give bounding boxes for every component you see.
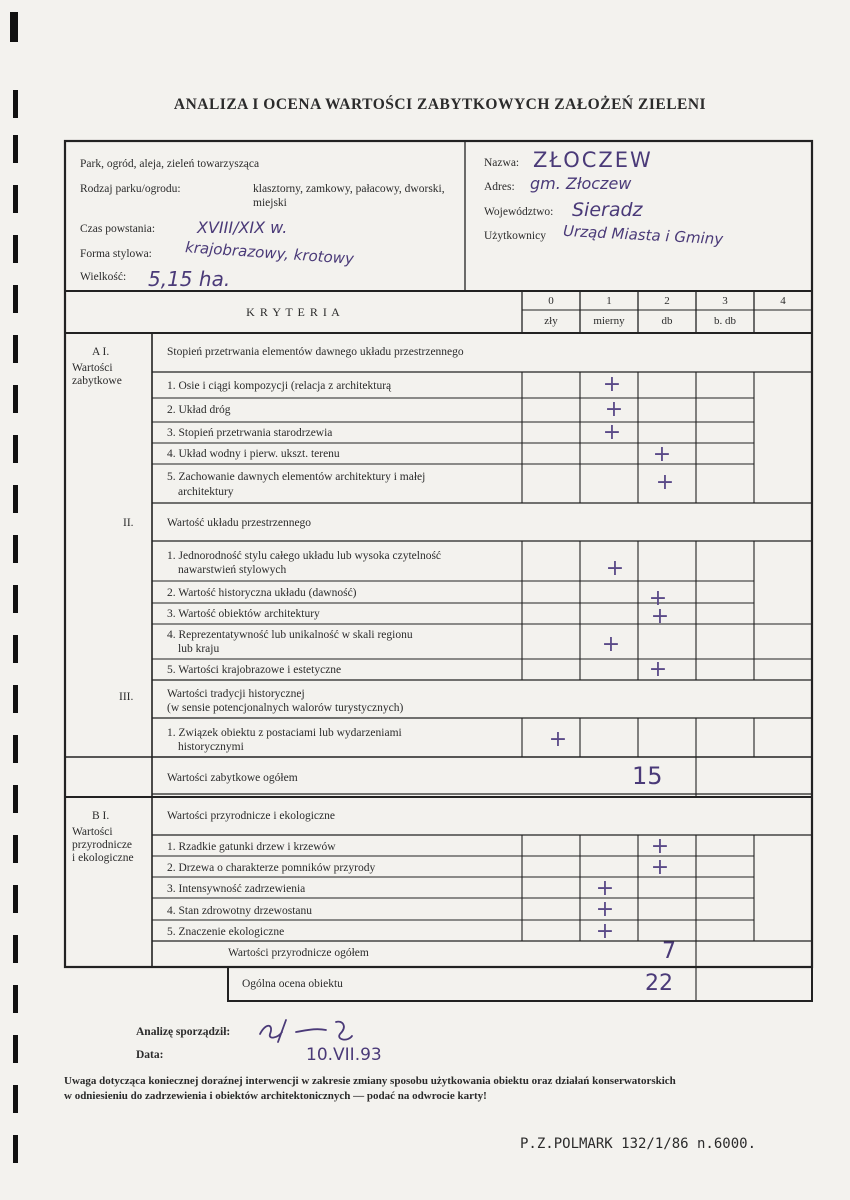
a2-item-4-cont: lub kraju — [178, 643, 220, 655]
intervention-note: Uwaga dotycząca koniecznej doraźnej interwencji w zakresie zmiany sposobu użytkowania obiektu oraz działań konserwatorskich — [64, 1075, 676, 1087]
scale-label-2: db — [661, 315, 673, 327]
b1-group-title: Wartości przyrodnicze i ekologiczne — [167, 810, 335, 822]
a1-item-5-cont: architektury — [178, 486, 234, 498]
kind-options-2: miejski — [253, 197, 287, 209]
a3-group-title-2: (w sensie potencjonalnych walorów turystycznych) — [167, 702, 404, 714]
mark-a2-2: + — [648, 586, 668, 611]
scale-num-2: 2 — [664, 295, 670, 307]
mark-a2-5: + — [648, 657, 668, 682]
a2-item-3: 3. Wartość obiektów architektury — [167, 608, 320, 620]
b1-item-1: 1. Rzadkie gatunki drzew i krzewów — [167, 841, 336, 853]
b1-item-4: 4. Stan zdrowotny drzewostanu — [167, 905, 312, 917]
scale-label-0: zły — [544, 315, 558, 327]
a3-item-1: 1. Związek obiektu z postaciami lub wydarzeniami — [167, 727, 402, 739]
mark-b1-5: + — [595, 919, 615, 944]
section-a-name: Wartości zabytkowe — [72, 362, 122, 387]
scale-num-0: 0 — [548, 295, 554, 307]
scale-label-1: mierny — [593, 315, 625, 327]
woj-value: Sieradz — [572, 199, 643, 221]
a2-group-title: Wartość układu przestrzennego — [167, 517, 312, 529]
uzyt-label: Użytkownicy — [484, 230, 546, 242]
a2-item-4: 4. Reprezentatywność lub unikalność w skali regionu — [167, 629, 413, 641]
b1-item-3: 3. Intensywność zadrzewienia — [167, 883, 306, 895]
a1-item-4: 4. Układ wodny i pierw. ukszt. terenu — [167, 448, 340, 460]
nazwa-value: ZŁOCZEW — [533, 148, 653, 172]
adres-value: gm. Złoczew — [530, 174, 632, 193]
intervention-note-2: w odniesieniu do zadrzewienia i obiektów architektonicznych — podać na odwrocie karty! — [64, 1090, 487, 1102]
forma-label: Forma stylowa: — [80, 248, 152, 260]
czas-value: XVIII/XIX w. — [197, 218, 288, 237]
a1-group-title: Stopień przetrwania elementów dawnego układu przestrzennego — [167, 346, 464, 358]
b-total-label: Wartości przyrodnicze ogółem — [228, 947, 369, 959]
mark-a2-4: + — [601, 632, 621, 657]
section-a-code: A I. — [92, 346, 110, 358]
print-code: P.Z.POLMARK 132/1/86 n.6000. — [520, 1136, 757, 1152]
mark-a1-5: + — [655, 470, 675, 495]
kind-label: Rodzaj parku/ogrodu: — [80, 183, 181, 195]
data-label: Data: — [136, 1049, 164, 1061]
mark-b1-4: + — [595, 897, 615, 922]
a2-item-1: 1. Jednorodność stylu całego układu lub wysoka czytelność — [167, 550, 442, 562]
overall-value: 22 — [645, 971, 673, 996]
wielkosc-value: 5,15 ha. — [148, 267, 231, 291]
a2-item-2: 2. Wartość historyczna układu (dawność) — [167, 587, 357, 599]
mark-b1-2: + — [650, 855, 670, 880]
a1-item-1: 1. Osie i ciągi kompozycji (relacja z architekturą — [167, 380, 392, 392]
mark-b1-1: + — [650, 834, 670, 859]
forma-value: krajobrazowy, krotowy — [184, 238, 355, 268]
scale-num-3: 3 — [722, 295, 728, 307]
b-total-value: 7 — [662, 939, 676, 964]
nazwa-label: Nazwa: — [484, 157, 520, 169]
a-total-value: 15 — [632, 762, 663, 790]
section-a-group-3: III. — [119, 691, 134, 703]
mark-a3-1: + — [548, 727, 568, 752]
uzyt-value: Urząd Miasta i Gminy — [562, 221, 724, 249]
scale-num-1: 1 — [606, 295, 612, 307]
section-b-name: Wartości przyrodnicze i ekologiczne — [72, 826, 134, 864]
a1-item-5: 5. Zachowanie dawnych elementów architektury i małej — [167, 471, 426, 483]
a2-item-5: 5. Wartości krajobrazowe i estetyczne — [167, 664, 342, 676]
mark-a1-2: + — [604, 397, 624, 422]
mark-a1-4: + — [652, 442, 672, 467]
section-b-code: B I. — [92, 810, 110, 822]
a1-item-3: 3. Stopień przetrwania starodrzewia — [167, 427, 333, 439]
woj-label: Województwo: — [484, 206, 554, 218]
scale-num-4: 4 — [780, 295, 786, 307]
czas-label: Czas powstania: — [80, 223, 156, 235]
mark-a2-3: + — [650, 604, 670, 629]
kryteria-header: K R Y T E R I A — [246, 305, 341, 319]
a3-group-title: Wartości tradycji historycznej — [167, 688, 305, 700]
b1-item-5: 5. Znaczenie ekologiczne — [167, 926, 285, 938]
adres-label: Adres: — [484, 181, 515, 193]
a2-item-1-cont: nawarstwień stylowych — [178, 564, 287, 576]
mark-a1-3: + — [602, 420, 622, 445]
overall-label: Ogólna ocena obiektu — [242, 978, 343, 990]
a1-item-2: 2. Układ dróg — [167, 404, 231, 416]
page-title: ANALIZA I OCENA WARTOŚCI ZABYTKOWYCH ZAŁOŻEŃ ZIELENI — [173, 96, 707, 113]
a-total-label: Wartości zabytkowe ogółem — [167, 772, 298, 784]
section-a-group-2: II. — [123, 517, 134, 529]
b1-item-2: 2. Drzewa o charakterze pomników przyrody — [167, 862, 376, 874]
wielkosc-label: Wielkość: — [80, 271, 127, 283]
mark-a2-1: + — [605, 556, 625, 581]
data-value: 10.VII.93 — [306, 1045, 382, 1065]
mark-b1-3: + — [595, 876, 615, 901]
kind-options: klasztorny, zamkowy, pałacowy, dworski, — [253, 183, 445, 195]
a3-item-1-cont: historycznymi — [178, 741, 244, 753]
signature — [252, 1012, 362, 1048]
analiza-label: Analizę sporządził: — [136, 1026, 231, 1038]
object-type-line: Park, ogród, aleja, zieleń towarzysząca — [80, 158, 260, 170]
scale-label-3: b. db — [714, 315, 736, 327]
mark-a1-1: + — [602, 372, 622, 397]
